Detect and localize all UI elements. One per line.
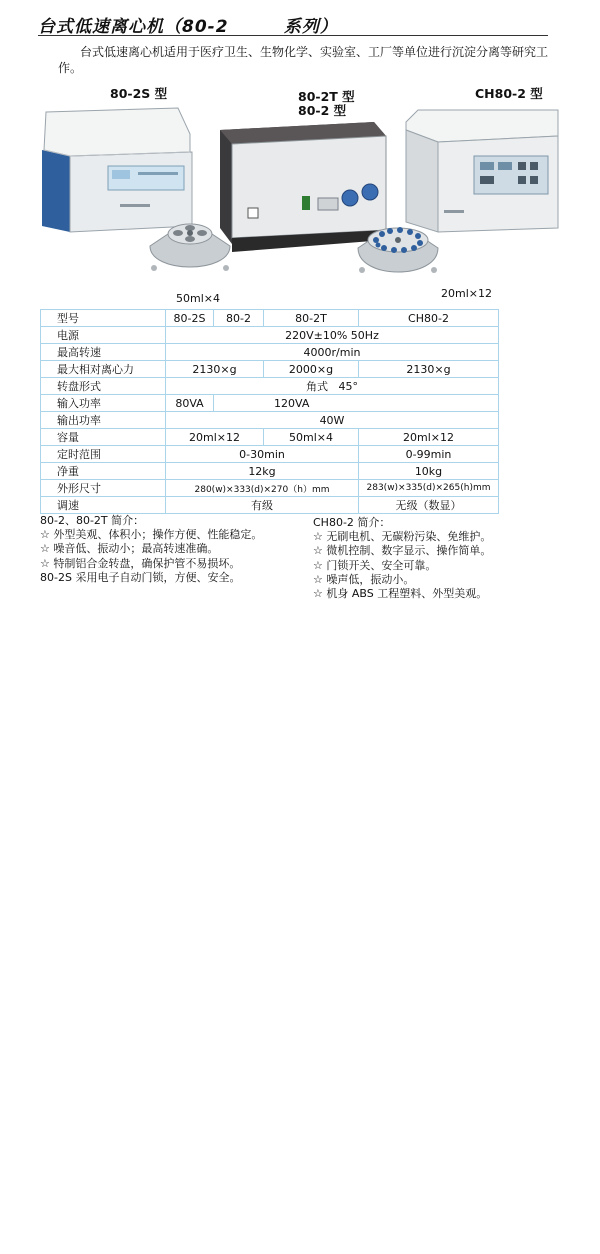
cell-model-ch80-2: CH80-2 (359, 310, 499, 327)
feature-line: ☆ 特制铝合金转盘，确保护管不易损坏。 (40, 556, 241, 570)
cell-input-power-80-2s: 80VA (166, 395, 214, 412)
table-row (41, 378, 499, 395)
centrifuge-ch80-2-image (404, 106, 560, 238)
table-row (41, 395, 499, 412)
feature-line: ☆ 噪音低、振动小；最高转速准确。 (40, 542, 219, 556)
notes-heading: 80-2、80-2T 简介： (40, 514, 145, 527)
row-label-timer-range: 定时范围 (41, 446, 166, 463)
feature-line: ☆ 门锁开关、安全可靠。 (313, 558, 437, 572)
feature-line: ☆ 噪声低，振动小。 (313, 572, 415, 586)
cell-output-power: 40W (166, 412, 499, 429)
feature-line: ☆ 机身 ABS 工程塑料、外型美观。 (313, 587, 488, 601)
model-label-80-2s: 80-2S 型 (110, 86, 168, 101)
row-label-capacity: 容量 (41, 429, 166, 446)
row-label-power-supply: 电源 (41, 327, 166, 344)
cell-input-power-others: 120VA (214, 395, 499, 412)
cell-capacity-80-2s-80-2: 20ml×12 (166, 429, 264, 446)
table-row (41, 463, 499, 480)
rotor-caption-20ml: 20ml×12 (441, 287, 492, 300)
cell-speed-control-ch80-2: 无级（数显） (359, 497, 499, 514)
table-row (41, 497, 499, 514)
intro-paragraph: 台式低速离心机适用于医疗卫生、生物化学、实验室、工厂等单位进行沉淀分离等研究工作。 (58, 45, 549, 75)
row-label-rotor-type: 转盘形式 (41, 378, 166, 395)
cell-max-rcf-80-2t: 2000×g (264, 361, 359, 378)
cell-max-rcf-ch80-2: 2130×g (359, 361, 499, 378)
cell-max-speed: 4000r/min (166, 344, 499, 361)
cell-rotor-type: 角式 45° (166, 378, 499, 395)
row-label-input-power: 输入功率 (41, 395, 166, 412)
feature-line: ☆ 无刷电机、无碳粉污染、免维护。 (313, 530, 492, 544)
table-row (41, 344, 499, 361)
cell-capacity-80-2t: 50ml×4 (264, 429, 359, 446)
row-label-speed-control: 调速 (41, 497, 166, 514)
notes-ch80-2 (313, 516, 491, 601)
cell-speed-control-80-2-series: 有级 (166, 497, 359, 514)
feature-line: 80-2S 采用电子自动门锁，方便、安全。 (40, 570, 241, 584)
table-row (41, 327, 499, 344)
model-label-ch80-2: CH80-2 型 (475, 86, 543, 101)
rotor-caption-50ml: 50ml×4 (176, 292, 220, 305)
table-row (41, 412, 499, 429)
page-title: 台式低速离心机（80-2 系列） (38, 17, 338, 37)
row-label-max-rcf: 最大相对离心力 (41, 361, 166, 378)
cell-model-80-2s: 80-2S (166, 310, 214, 327)
cell-timer-range-80-2-series: 0-30min (166, 446, 359, 463)
row-label-dimensions: 外形尺寸 (41, 480, 166, 497)
cell-net-weight-80-2-series: 12kg (166, 463, 359, 480)
model-label-80-2: 80-2 型 (298, 103, 347, 118)
feature-line: ☆ 微机控制、数字显示、操作简单。 (313, 544, 492, 558)
cell-dimensions-ch80-2: 283(w)×335(d)×265(h)mm (359, 480, 499, 497)
table-row (41, 429, 499, 446)
table-row (41, 310, 499, 327)
row-label-model: 型号 (41, 310, 166, 327)
cell-net-weight-ch80-2: 10kg (359, 463, 499, 480)
model-label-80-2t: 80-2T 型 (298, 89, 355, 104)
feature-line: ☆ 外型美观、体积小；操作方便、性能稳定。 (40, 528, 263, 542)
notes-heading: CH80-2 简介： (313, 516, 391, 529)
cell-model-80-2t: 80-2T (264, 310, 359, 327)
table-row (41, 480, 499, 497)
notes-80-2-series (40, 514, 262, 585)
row-label-max-speed: 最高转速 (41, 344, 166, 361)
row-label-output-power: 输出功率 (41, 412, 166, 429)
table-row (41, 361, 499, 378)
cell-capacity-ch80-2: 20ml×12 (359, 429, 499, 446)
cell-timer-range-ch80-2: 0-99min (359, 446, 499, 463)
row-label-net-weight: 净重 (41, 463, 166, 480)
spec-table (40, 309, 499, 514)
cell-max-rcf-80-2s-80-2: 2130×g (166, 361, 264, 378)
cell-dimensions-80-2-series: 280(w)×333(d)×270（h）mm (166, 480, 359, 497)
cell-power-supply: 220V±10% 50Hz (166, 327, 499, 344)
table-row (41, 446, 499, 463)
cell-model-80-2: 80-2 (214, 310, 264, 327)
title-divider (38, 35, 548, 36)
